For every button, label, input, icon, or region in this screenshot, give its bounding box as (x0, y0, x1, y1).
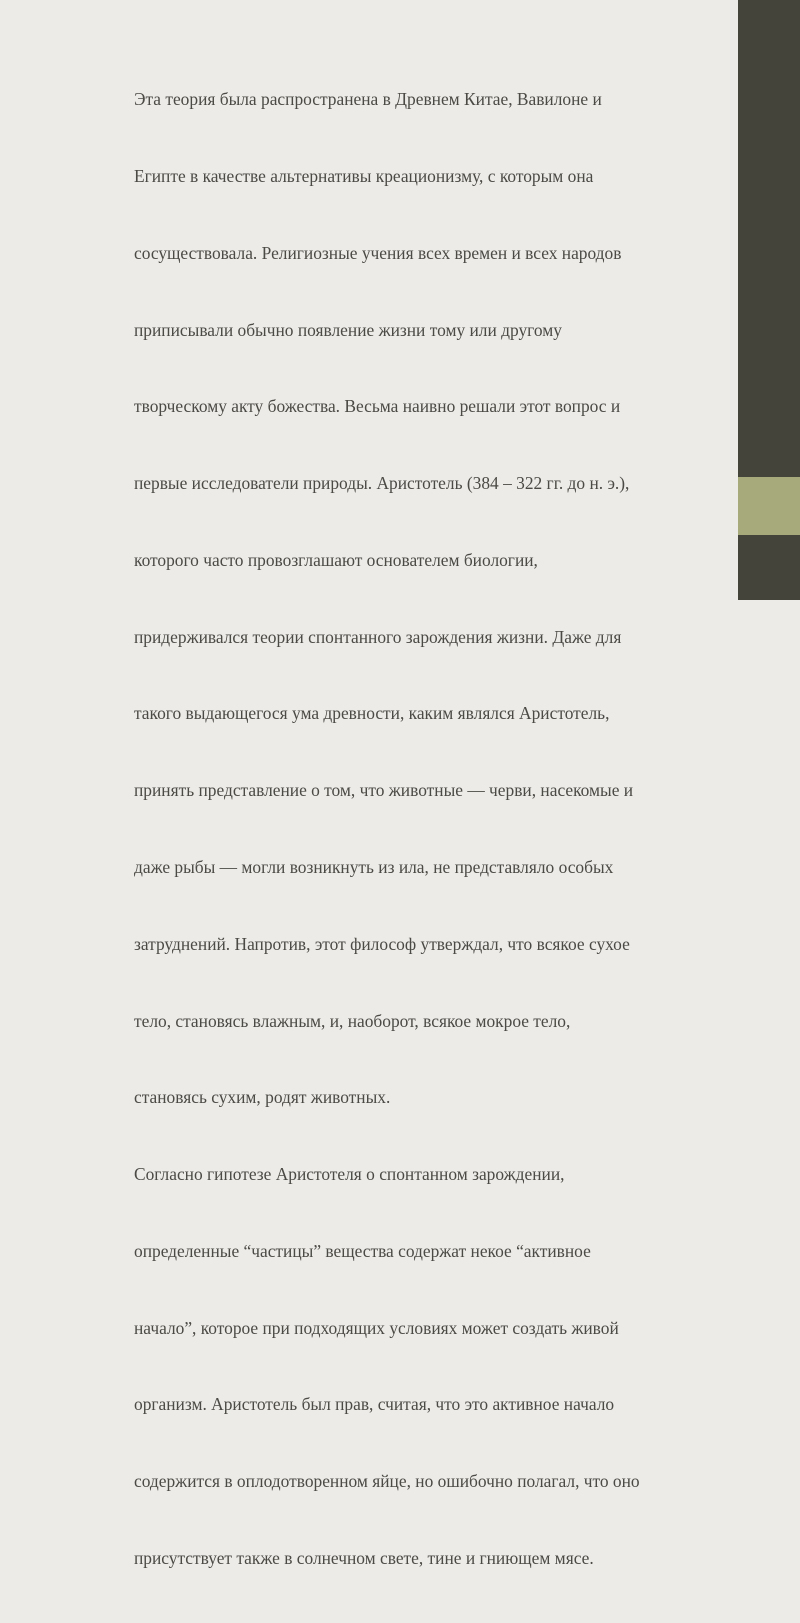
text-line: которого часто провозглашают основателем биологии, (134, 549, 538, 570)
text-line: придерживался теории спонтанного зарождения жизни. Даже для (134, 626, 622, 647)
text-line: такого выдающегося ума древности, каким являлся Аристотель, (134, 703, 610, 724)
text-line: организм. Аристотель был прав, считая, что это активное начало (134, 1394, 615, 1415)
text-line: первые исследователи природы. Аристотель (384 – 322 гг. до н. э.), (134, 473, 630, 494)
text-line: творческому акту божества. Весьма наивно решали этот вопрос и (134, 396, 621, 417)
text-line: сосуществовала. Религиозные учения всех времен и всех народов (134, 242, 622, 263)
text-line: Египте в качестве альтернативы креационизму, с которым она (134, 165, 594, 186)
text-line: даже рыбы — могли возникнуть из ила, не представляло особых (134, 857, 614, 877)
text-line: затруднений. Напротив, этот философ утверждал, что всякое сухое (134, 933, 630, 954)
body-text (134, 36, 794, 1623)
text-line: определенные “частицы” вещества содержат некое “активное (134, 1240, 591, 1261)
text-line: становясь сухим, родят животных. (134, 1087, 391, 1108)
text-line: Согласно гипотезе Аристотеля о спонтанном зарождении, (134, 1164, 565, 1185)
text-line: присутствует также в солнечном свете, тине и гниющем мясе. (134, 1548, 594, 1569)
text-line: принять представление о том, что животные — черви, насекомые и (134, 780, 634, 801)
text-line: приписывали обычно появление жизни тому или другому (134, 319, 562, 340)
side-band-accent (738, 477, 800, 535)
text-line: начало”, которое при подходящих условиях может создать живой (134, 1317, 619, 1338)
text-line: содержится в оплодотворенном яйце, но ошибочно полагал, что оно (134, 1471, 640, 1492)
text-line: тело, становясь влажным, и, наоборот, всякое мокрое тело, (134, 1010, 571, 1031)
text-line: Эта теория была распространена в Древнем Китае, Вавилоне и (134, 89, 602, 110)
